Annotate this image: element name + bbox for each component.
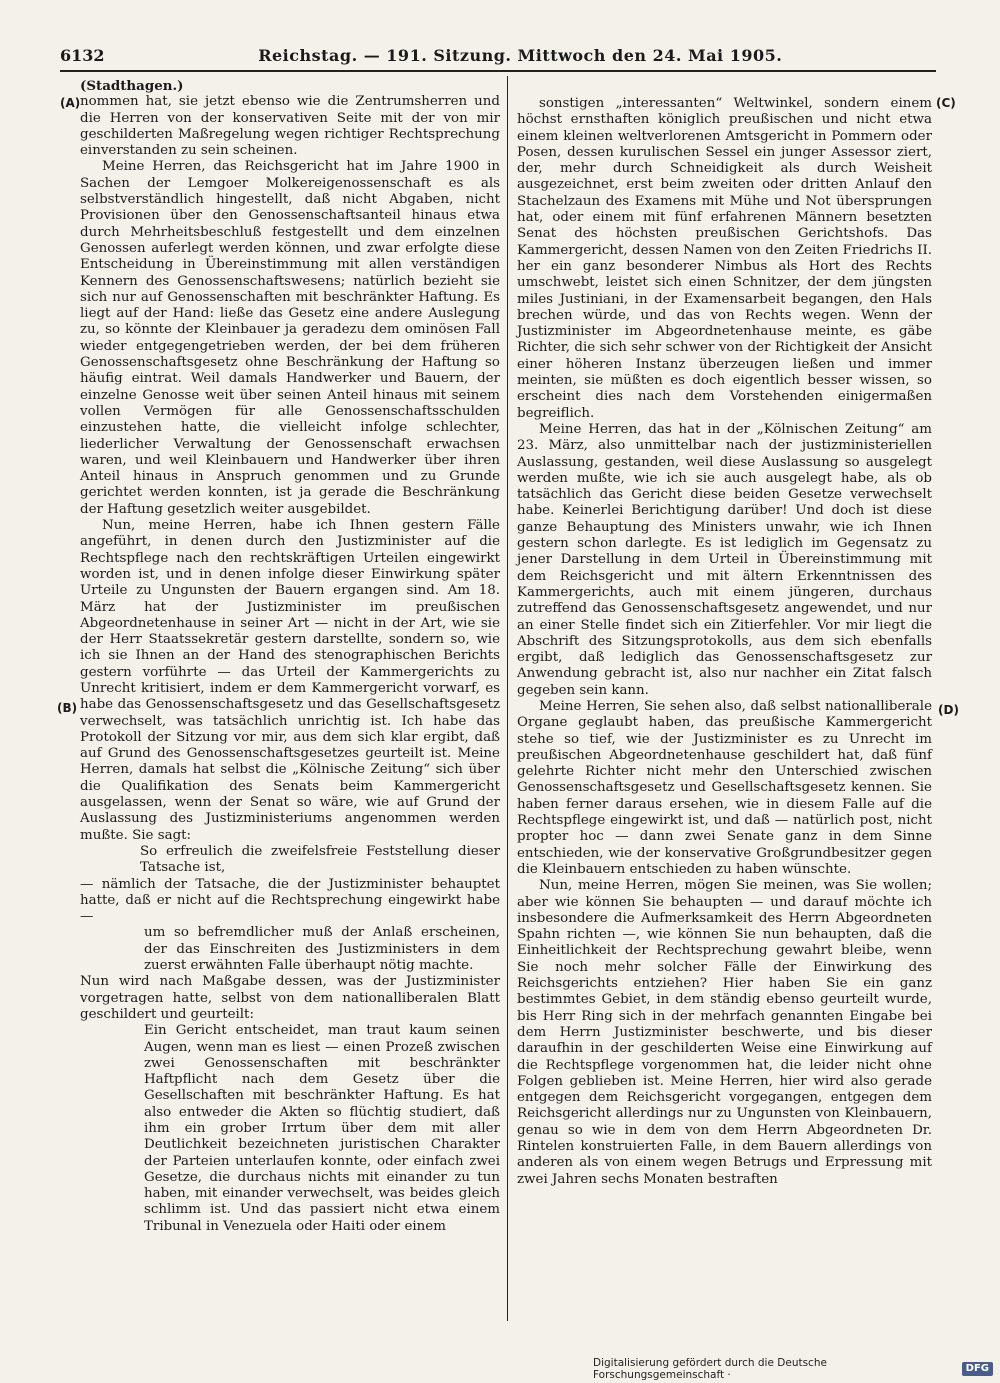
- header-title: Reichstag. — 191. Sitzung. Mittwoch den 24. Mai 1905.: [258, 46, 783, 65]
- margin-marker-a: (A): [60, 96, 81, 110]
- paragraph: Meine Herren, das Reichsgericht hat im Jahre 1900 in Sachen der Lemgoer Molkereigenossenschaft es als selbstverständlich hingestellt, daß nicht Abgaben, nicht Provisionen über den Genossenschaftsanteil hinaus etwa durch Mehrheitsbeschluß festgestellt und dem einzelnen Genossen auferlegt werden können, und zwar erfolgte diese Entscheidung in Übereinstimmung mit allen verständigen Kennern des Genossenschaftswesens; natürlich bezieht sie sich nur auf Genossenschaften mit beschränkter Haftung. Es liegt auf der Hand: ließe das Gesetz eine andere Auslegung zu, so könnte der Kleinbauer ja geradezu dem ominösen Fall wieder entgegengetrieben werden, der bei dem früheren Genossenschaftsgesetz ohne Beschränkung der Haftung so häufig eintrat. Weil damals Handwerker und Bauern, der einzelne Genosse weit über seinen Anteil hinaus mit seinem vollen Vermögen für alle Genossenschaftsschulden einzustehen hatte, die vielleicht infolge schlechter, liederlicher Verwaltung der Genossenschaft erwachsen waren, und weil Kleinbauern und Handwerker über ihren Anteil hinaus in Anspruch genommen und zu Grunde gerichtet werden konnten, ist ja gerade die Beschränkung der Haftung gesetzlich weiter ausgebildet.: [80, 159, 500, 517]
- paragraph: nommen hat, sie jetzt ebenso wie die Zentrumsherren und die Herren von der konservativen Seite mit der von mir geschilderten Maßregelung wegen richtiger Rechtsprechung einverstanden zu sein scheinen.: [80, 94, 500, 159]
- left-column: [80, 78, 500, 1318]
- paragraph: Meine Herren, das hat in der „Kölnischen Zeitung“ am 23. März, also unmittelbar nach der justizministeriellen Auslassung, gestanden, weil diese Auslassung so ausgelegt werden mußte, wie ich sie auch ausgelegt habe, als ob tatsächlich das Gericht diese beiden Gesetze verwechselt habe. Keinerlei Berichtigung darüber! Und doch ist diese ganze Behauptung des Ministers unwahr, wie ich Ihnen gestern schon darlegte. Es ist lediglich im Gegensatz zu jener Darstellung in dem Urteil in Übereinstimmung mit dem Reichsgericht und mit ältern Erkenntnissen des Kammergerichts, auch mit einem jüngeren, durchaus zutreffend das Genossenschaftsgesetz angewendet, und nur an einer Stelle findet sich ein Zitierfehler. Vor mir liegt die Abschrift des Sitzungsprotokolls, aus dem sich ebenfalls ergibt, daß lediglich das Genossenschaftsgesetz zur Anwendung gebracht ist, also nur nachher ein Zitat falsch gegeben sein kann.: [517, 421, 932, 698]
- footer-credit: [593, 1357, 993, 1381]
- interjection: — nämlich der Tatsache, die der Justizminister behauptet hatte, daß er nicht auf die Rechtsprechung eingewirkt habe —: [80, 876, 500, 925]
- margin-marker-c: (C): [936, 96, 956, 110]
- paragraph: Nun wird nach Maßgabe dessen, was der Justizminister vorgetragen hatte, selbst von dem nationalliberalen Blatt geschildert und geurteilt:: [80, 974, 500, 1022]
- margin-marker-b: (B): [57, 701, 78, 715]
- page-header: [60, 46, 936, 70]
- quotation: Ein Gericht entscheidet, man traut kaum seinen Augen, wenn man es liest — einen Prozeß zwischen zwei Genossenschaften mit beschränkter Haftpflicht nach dem Gesetz über die Gesellschaften mit beschränkter Haftung. Es hat also entweder die Akten so flüchtig studiert, daß ihm ein grober Irrtum über dem mit aller Deutlichkeit bezeichneten juristischen Charakter der Parteien unterlaufen konnte, oder einfach zwei Gesetze, die durchaus nichts mit einander zu tun haben, mit einander verwechselt, was beides gleich schlimm ist. Und das passiert nicht etwa einem Tribunal in Venezuela oder Haiti oder einem: [144, 1023, 500, 1234]
- paragraph: Meine Herren, Sie sehen also, daß selbst nationalliberale Organe geglaubt haben, das preußische Kammergericht stehe so tief, wie der Justizminister es zu Unrecht im preußischen Abgeordnetenhause geschildert hat, daß fünf gelehrte Richter nicht mehr den Unterschied zwischen Genossenschaftsgesetz und Gesellschaftsgesetz kennen. Sie haben ferner daraus ersehen, wie in diesem Falle auf die Rechtspflege eingewirkt ist, und daß — natürlich post, nicht propter hoc — dann zwei Senate ganz in dem Sinne entschieden, wie der konservative Großgrundbesitzer gegen die Kleinbauern entschieden zu haben wünschte.: [517, 698, 932, 877]
- margin-marker-d: (D): [938, 703, 959, 717]
- paragraph: Nun, meine Herren, habe ich Ihnen gestern Fälle angeführt, in denen durch den Justizminister auf die Rechtspflege nach den rechtskräftigen Urteilen eingewirkt worden ist, und in denen infolge dieser Einwirkung später Urteile zu Ungunsten der Bauern ergangen sind. Am 18. März hat der Justizminister im preußischen Abgeordnetenhause in seiner Art — nicht in der Art, wie sie der Herr Staatssekretär gestern darstellte, sondern so, wie ich sie Ihnen an der Hand des stenographischen Berichts gestern vorführte — das Urteil der Kammergerichts zu Unrecht kritisiert, indem er dem Kammergericht vorwarf, es habe das Genossenschaftsgesetz und das Gesellschaftsgesetz verwechselt, was tatsächlich unrichtig ist. Ich habe das Protokoll der Sitzung vor mir, aus dem sich klar ergibt, daß auf Grund des Genossenschaftsgesetzes geurteilt ist. Meine Herren, damals hat selbst die „Kölnische Zeitung“ sich über die Qualifikation des Senats beim Kammergericht ausgelassen, wenn der Senat so wäre, wie auf Grund der Auslassung des Justizministeriums angenommen werden mußte. Sie sagt:: [80, 518, 500, 843]
- quotation: So erfreulich die zweifelsfreie Feststellung dieser Tatsache ist,: [140, 843, 500, 876]
- quotation: um so befremdlicher muß der Anlaß erscheinen, der das Einschreiten des Justizministers in dem zuerst erwähnten Falle überhaupt nötig machte.: [144, 925, 500, 974]
- column-divider: [507, 76, 508, 1321]
- right-column: [517, 96, 932, 1336]
- dfg-logo: DFG: [962, 1362, 993, 1376]
- paragraph: sonstigen „interessanten“ Weltwinkel, sondern einem höchst ernsthaften königlich preußischen und nicht etwa einem kleinen weltverlorenen Amtsgericht in Pommern oder Posen, dessen kurulischen Sessel ein junger Assessor ziert, der, mehr durch Schneidigkeit als durch Weisheit ausgezeichnet, erst beim zweiten oder dritten Anlauf den Stachelzaun des Examens mit Mühe und Not übersprungen hat, oder einem mit fünf erfahrenen Männern besetzten Senat des höchsten preußischen Gerichtshofs. Das Kammergericht, dessen Namen von den Zeiten Friedrichs II. her ein ganz besonderer Nimbus als Hort des Rechts umschwebt, leistet sich einen Schnitzer, der dem jüngsten miles Justiniani, in der Examensarbeit begangen, den Hals brechen würde, und das von Rechts wegen. Wenn der Justizminister im Abgeordnetenhause meinte, es gäbe Richter, die sich sehr schwer von der Richtigkeit der Ansicht einer höheren Instanz überzeugen ließen und immer meinten, sie müßten es doch eigentlich besser wissen, so erscheint dies nach dem Vorstehenden einigermaßen begreiflich.: [517, 96, 932, 421]
- footer-text: Digitalisierung gefördert durch die Deutsche Forschungsgemeinschaft ·: [593, 1357, 827, 1381]
- speaker-name: (Stadthagen.): [80, 78, 184, 94]
- page-number: 6132: [60, 46, 105, 65]
- paragraph: Nun, meine Herren, mögen Sie meinen, was Sie wollen; aber wie können Sie behaupten — und darauf möchte ich insbesondere die Aufmerksamkeit des Herrn Abgeordneten Spahn richten —, wie können Sie nun behaupten, daß die Einheitlichkeit der Rechtsprechung gewahrt bleibe, wenn Sie noch mehr solcher Fälle der Einwirkung des Reichsgerichts entziehen? Hier haben Sie ein ganz bestimmtes Gebiet, in dem ständig ebenso geurteilt wurde, bis Herr Ring sich in der mehrfach genannten Eingabe bei dem Herrn Justizminister beschwerte, und bis dieser daraufhin in der geschilderten Weise eine Einwirkung auf die Rechtspflege vorgenommen hat, die leider nicht ohne Folgen geblieben ist. Meine Herren, hier wird also gerade entgegen dem Reichsgericht vorgegangen, entgegen dem Reichsgericht allerdings nur zu Ungunsten von Kleinbauern, genau so wie in dem von dem Herrn Abgeordneten Dr. Rintelen konstruierten Falle, in dem Bauern allerdings von anderen als von einem wegen Betrugs und Erpressung mit zwei Jahren sechs Monaten bestraften: [517, 878, 932, 1187]
- header-rule: [60, 70, 936, 72]
